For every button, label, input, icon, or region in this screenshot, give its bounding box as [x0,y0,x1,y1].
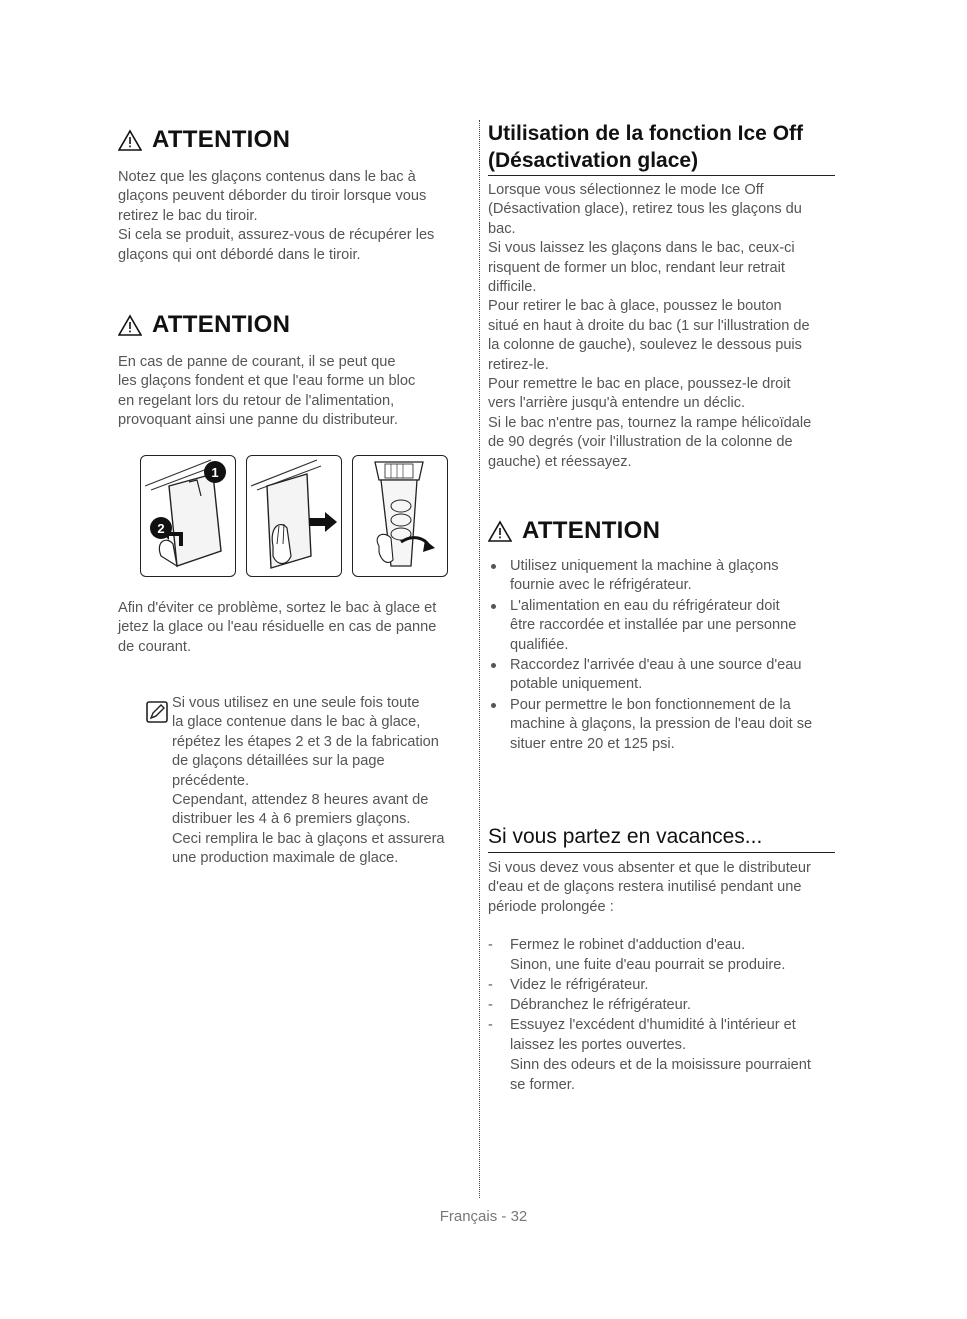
ice-bin-illustration [140,455,448,577]
text-line: gauche) et réessayez. [488,453,632,470]
note-line: précédente. [172,772,250,789]
text-line: Si cela se produit, assurez-vous de récupérer les [118,227,435,244]
attention-heading-2 [118,311,463,339]
note-line: de glaçons détaillées sur la page [172,753,385,770]
text-line: retirez-le. [488,356,549,373]
note-line: Cependant, attendez 8 heures avant de [172,792,429,809]
text-line: de courant. [118,638,192,655]
text-line: provoquant ainsi une panne du distributeur. [118,412,398,429]
text-line: difficile. [488,279,537,296]
illustration-panel-3 [352,455,448,577]
text-line: période prolongée : [488,898,614,915]
section-title-line-1: Utilisation de la fonction Ice Off [488,122,804,145]
page-footer: Français - 32 [439,1208,528,1225]
attention-heading-1 [118,126,463,154]
bullet-item: Pour permettre le bon fonctionnement de la machine à glaçons, la pression de l'eau doit se situer entre 20 et 125 psi. [488,696,838,754]
warning-icon [488,520,512,542]
ice-off-section [488,120,838,472]
text-line: bac. [488,220,516,237]
text-line: Afin d'éviter ce problème, sortez le bac à glace et [118,600,437,616]
note-line: une production maximale de glace. [172,850,399,867]
attention-block-3 [488,517,838,755]
text-line: Pour remettre le bac en place, poussez-le droit [488,376,791,393]
text-line: glaçons qui ont débordé dans le tiroir. [118,246,361,263]
dash-item: - Essuyez l'excédent d'humidité à l'intérieur et laissez les portes ouvertes. Sinn des odeurs et de la moisissure pourraient se former. [488,1015,838,1095]
after-illustration-text [118,599,463,657]
attention-block-1 [118,126,463,265]
text-line: Pour retirer le bac à glace, poussez le bouton [488,298,782,315]
dash-item: - Videz le réfrigérateur. [488,975,838,995]
section-title: Si vous partez en vacances... [488,825,763,848]
step-badge-2: 2 [157,521,165,536]
text-line: la colonne de gauche), soulevez le dessous puis [488,337,802,354]
note-line: répétez les étapes 2 et 3 de la fabrication [172,733,439,750]
section-title-line-2: (Désactivation glace) [488,149,699,172]
note-line: Ceci remplira le bac à glaçons et assurera [172,830,445,847]
note-block [172,694,467,869]
step-badge-1: 1 [211,465,219,480]
text-line: Si vous laissez les glaçons dans le bac, ceux-ci [488,240,795,257]
note-line: distribuer les 4 à 6 premiers glaçons. [172,811,411,828]
text-line: vers l'arrière jusqu'à entendre un déclic. [488,395,746,412]
text-line: Notez que les glaçons contenus dans le bac à [118,169,416,185]
dash-item: - Débranchez le réfrigérateur. [488,995,838,1015]
text-line: jetez la glace ou l'eau résiduelle en cas de panne [118,619,437,636]
text-line: risquent de former un bloc, rendant leur retrait [488,259,785,276]
text-line: Si vous devez vous absenter et que le distributeur [488,860,811,876]
bullet-item: Raccordez l'arrivée d'eau à une source d'eau potable uniquement. [488,656,838,695]
attention-block-2 [118,311,463,431]
note-icon [145,700,170,729]
note-line: Si vous utilisez en une seule fois toute [172,695,420,711]
attention-title-1: ATTENTION [152,126,291,153]
text-line: retirez le bac du tiroir. [118,207,258,224]
section-heading-ice-off [488,120,835,176]
text-line: glaçons peuvent déborder du tiroir lorsque vous [118,188,427,205]
note-line: la glace contenue dans le bac à glace, [172,714,421,731]
text-line: (Désactivation glace), retirez tous les glaçons du [488,201,802,218]
text-line: d'eau et de glaçons restera inutilisé pendant une [488,879,802,896]
warning-icon [118,314,142,336]
text-line: en regelant lors du retour de l'alimentation, [118,392,395,409]
warning-icon [118,129,142,151]
text-line: En cas de panne de courant, il se peut que [118,354,396,370]
text-line: Si le bac n'entre pas, tournez la rampe hélicoïdale [488,414,812,431]
text-line: les glaçons fondent et que l'eau forme un bloc [118,373,416,390]
text-line: Lorsque vous sélectionnez le mode Ice Off [488,182,764,198]
bullet-item: Utilisez uniquement la machine à glaçons fournie avec le réfrigérateur. [488,557,838,596]
bullet-item: L'alimentation en eau du réfrigérateur doit être raccordée et installée par une personne qualifiée. [488,597,838,655]
attention-heading-3 [488,517,838,545]
column-divider [479,120,480,1198]
attention-title-2: ATTENTION [152,311,291,338]
text-line: situé en haut à droite du bac (1 sur l'illustration de [488,317,810,334]
attention-title-3: ATTENTION [522,517,661,544]
text-line: de 90 degrés (voir l'illustration de la colonne de [488,434,793,451]
section-heading-vacation [488,823,835,853]
dash-item: - Fermez le robinet d'adduction d'eau. Sinon, une fuite d'eau pourrait se produire. [488,935,838,975]
illustration-panel-1 [140,455,236,577]
vacation-section [488,823,838,1095]
illustration-panel-2 [246,455,342,577]
